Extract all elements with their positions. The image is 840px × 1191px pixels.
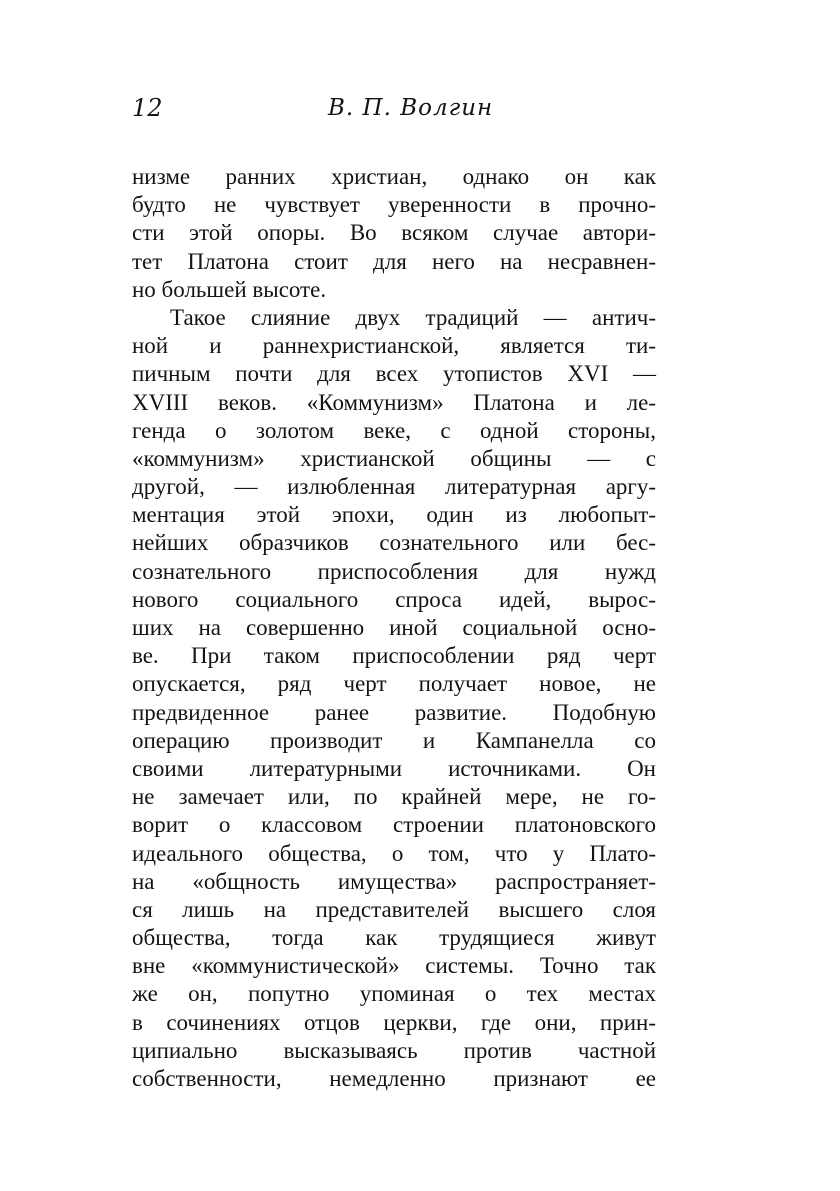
- text-line: пичным почти для всех утопистов XVI —: [132, 361, 656, 387]
- text-line: будто не чувствует уверенности в прочно-: [132, 192, 656, 218]
- text-line: XVIII веков. «Коммунизм» Платона и ле-: [132, 389, 656, 415]
- text-line: «коммунизм» христианской общины — с: [132, 445, 656, 471]
- text-line: низме ранних христиан, однако он как: [132, 164, 656, 189]
- text-line: опускается, ряд черт получает новое, не: [132, 671, 656, 697]
- text-line: идеального общества, о том, что у Плато-: [132, 840, 656, 866]
- text-line: тет Платона стоит для него на несравнен-: [132, 248, 656, 274]
- text-line: ся лишь на представителей высшего слоя: [132, 896, 656, 922]
- text-line: ворит о классовом строении платоновского: [132, 812, 656, 838]
- text-line: нейших образчиков сознательного или бес-: [132, 530, 656, 556]
- text-line: вне «коммунистической» системы. Точно так: [132, 953, 656, 979]
- running-head: [132, 92, 672, 124]
- text-line: ципиально высказываясь против частной: [132, 1037, 656, 1063]
- running-title: В. П. Волгин: [328, 95, 494, 121]
- text-line: своими литературными источниками. Он: [132, 755, 656, 781]
- text-line: но большей высоте.: [132, 276, 327, 302]
- text-line: в сочинениях отцов церкви, где они, прин-: [132, 1009, 656, 1035]
- text-line: нового социального спроса идей, вырос-: [132, 586, 656, 612]
- page-number: 12: [132, 94, 163, 122]
- text-line: Такое слияние двух традиций — антич-: [170, 304, 656, 330]
- text-line: не замечает или, по крайней мере, не го-: [132, 784, 656, 810]
- text-line: ших на совершенно иной социальной осно-: [132, 615, 656, 640]
- body-text: [132, 163, 656, 1093]
- text-line: ве. При таком приспособлении ряд черт: [132, 643, 656, 669]
- text-line: другой, — излюбленная литературная аргу-: [132, 474, 656, 500]
- text-line: ной и раннехристианской, является ти-: [132, 333, 656, 359]
- text-line: предвиденное ранее развитие. Подобную: [132, 699, 656, 725]
- text-line: сти этой опоры. Во всяком случае автори-: [132, 220, 656, 246]
- text-line: генда о золотом веке, с одной стороны,: [132, 417, 656, 443]
- paragraph: [132, 304, 656, 1093]
- text-line: ментация этой эпохи, один из любопыт-: [132, 502, 656, 528]
- text-line: на «общность имущества» распространяет-: [132, 868, 656, 894]
- text-line: собственности, немедленно признают ее: [132, 1066, 656, 1091]
- text-line: же он, попутно упоминая о тех местах: [132, 981, 656, 1007]
- paragraph: [132, 163, 656, 304]
- text-line: сознательного приспособления для нужд: [132, 558, 656, 584]
- text-line: общества, тогда как трудящиеся живут: [132, 925, 656, 951]
- text-line: операцию производит и Кампанелла со: [132, 727, 656, 753]
